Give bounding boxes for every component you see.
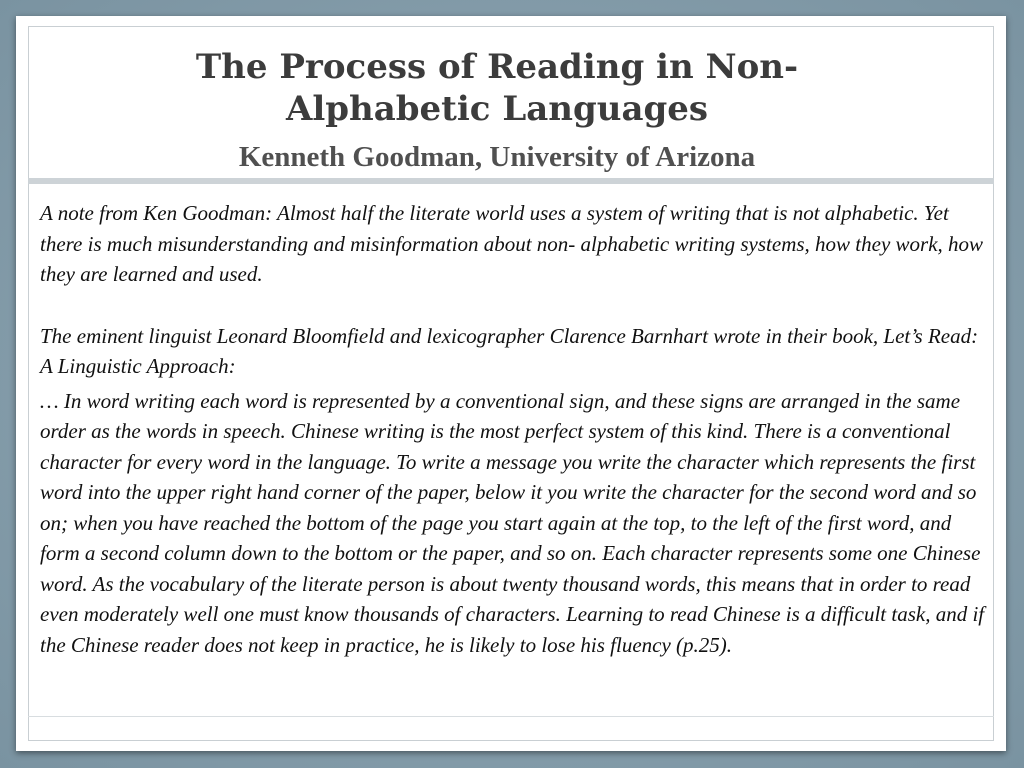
slide-title: The Process of Reading in Non-Alphabetic Languages	[195, 47, 799, 129]
slide	[16, 16, 1006, 751]
quote-paragraph: … In word writing each word is represented by a conventional sign, and these signs are arranged in the same order as the words in speech. Chinese writing is the most perfect system of this kind. There is a conventional character for every word in the language. To write a message you write the character which represents the first word into the upper right hand corner of the paper, below it you write the character for the second word and so on; when you have reached the bottom of the page you start again at the top, to the left of the first word, and form a second column down to the bottom or the paper, and so on. Each character represents some one Chinese word. As the vocabulary of the literate person is about twenty thousand words, this means that in order to read even moderately well one must know thousands of characters. Learning to read Chinese is a difficult task, and if the Chinese reader does not keep in practice, he is likely to lose his fluency (p.25).	[40, 388, 985, 657]
slide-header	[16, 16, 1006, 182]
slide-subtitle: Kenneth Goodman, University of Arizona	[238, 141, 756, 173]
intro-paragraph: A note from Ken Goodman: Almost half the literate world uses a system of writing that is not alphabetic. Yet there is much misunderstanding and misinformation about non- alphabetic writing systems, how they work, how they are learned and used.	[40, 201, 984, 286]
footer-divider	[28, 716, 994, 717]
header-divider	[28, 178, 994, 184]
citation-paragraph: The eminent linguist Leonard Bloomfield and lexicographer Clarence Barnhart wrote in their book, Let’s Read: A Linguistic Approach:	[40, 323, 979, 378]
slide-body	[40, 198, 994, 660]
